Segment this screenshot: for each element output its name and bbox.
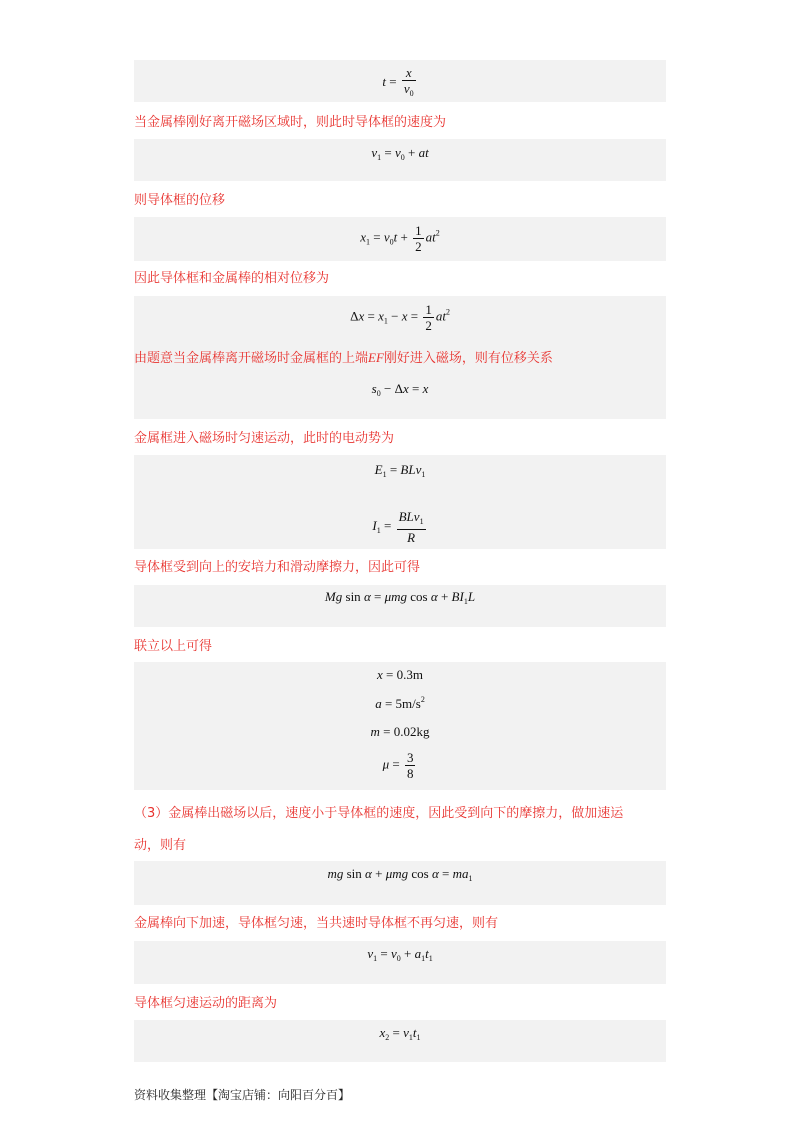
equation-result-a: $a = 5m/s^2$: [375, 695, 425, 711]
equation-result-m: m = 0.02kg: [370, 724, 430, 739]
equation-box: [134, 585, 666, 627]
equation-force-balance: Mg sin α = μmg $\cos \alpha + BI_1L$: [324, 589, 476, 606]
equation-box: [134, 455, 666, 549]
text-line: 联立以上可得: [134, 639, 213, 654]
equation-box: [134, 296, 666, 340]
equation-accel: mg sin α + μmg $\cos \alpha = ma_1$: [327, 866, 473, 883]
equation-x2: $x_2 = v_1t_1$: [379, 1025, 421, 1042]
equation-common-velocity: $v_1 = v_0 + a_1t_1$: [367, 946, 433, 963]
equation-result-x: x = 0.3m: [377, 667, 423, 682]
equation-box: [134, 139, 666, 181]
text-line: 由题意当金属棒离开磁场时金属框的上端EF刚好进入磁场，则有位移关系: [134, 350, 553, 366]
equation-box: [134, 60, 666, 102]
text-line: 因此导体框和金属棒的相对位移为: [134, 271, 330, 286]
text-line: 动，则有: [134, 838, 187, 853]
equation-box: [134, 941, 666, 984]
text-line: 则导体框的位移: [134, 193, 226, 208]
equation-box: [134, 1020, 666, 1062]
equation-box: [134, 217, 666, 261]
text-line: 金属棒向下加速，导体框匀速，当共速时导体框不再匀速，则有: [134, 916, 499, 931]
equation-v1: $v_1 = v_0$ + at: [371, 145, 429, 162]
equation-i1: $I_1$ = $\frac{BLv_1}{R}$: [372, 509, 424, 545]
text-line: 导体框匀速运动的距离为: [134, 996, 278, 1011]
equation-s0: $s_0 - \Delta x = x$: [371, 381, 429, 398]
text-line: （3）金属棒出磁场以后，速度小于导体框的速度，因此受到向下的摩擦力，做加速运: [134, 806, 624, 821]
footer-note: 资料收集整理【淘宝店铺：向阳百分百】: [134, 1088, 351, 1102]
text-line: 金属框进入磁场时匀速运动，此时的电动势为: [134, 431, 395, 446]
equation-t: t = $\frac{x}{v_0}$: [382, 65, 414, 98]
text-line: 导体框受到向上的安培力和滑动摩擦力，因此可得: [134, 560, 421, 575]
equation-result-mu: μ = $\frac{3}{8}$: [382, 750, 414, 781]
equation-box: [134, 662, 666, 790]
text-line: 当金属棒刚好离开磁场区域时，则此时导体框的速度为: [134, 115, 447, 130]
equation-delta-x: $\Delta x = x_1 - x$ = $\frac{1}{2}$ $at^2$: [350, 302, 450, 333]
equation-box: [134, 861, 666, 905]
equation-x1: $x_1 = v_0t$ + $\frac{1}{2}$ $at^2$: [360, 223, 440, 254]
equation-e1: $E_1 = BLv_1$: [374, 462, 426, 479]
